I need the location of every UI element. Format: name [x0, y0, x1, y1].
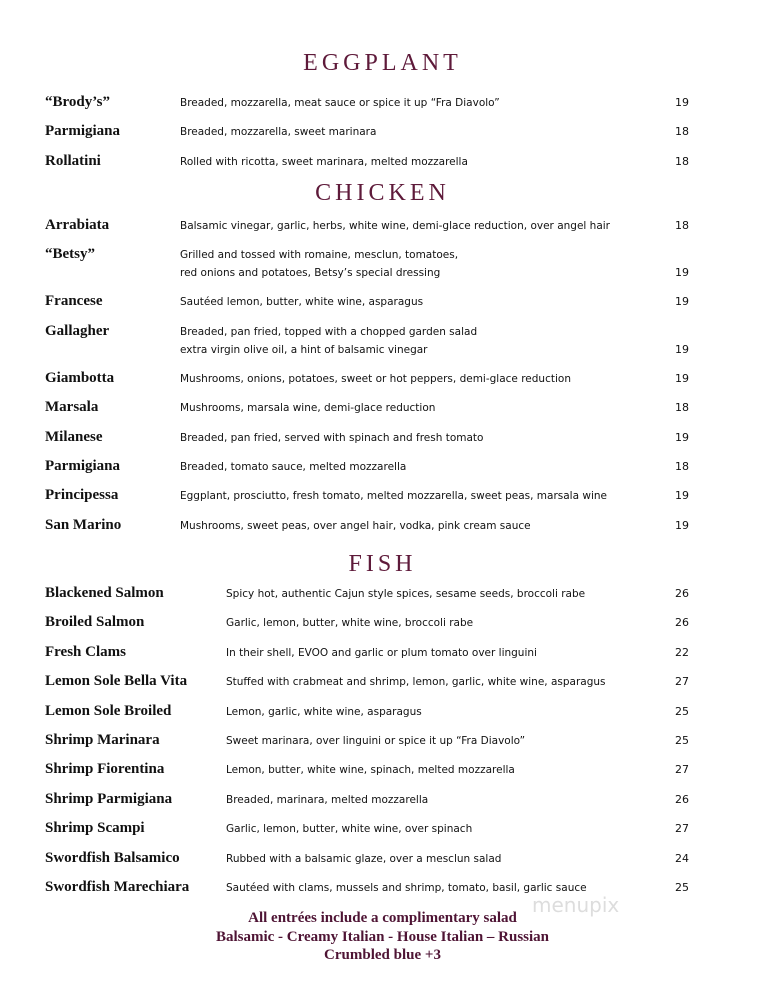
item-price: 25: [675, 704, 689, 718]
item-price: 19: [675, 96, 689, 109]
item-name: Shrimp Parmigiana: [45, 790, 173, 807]
item-description: [226, 791, 428, 809]
item-price: 24: [675, 851, 689, 865]
item-description-line: Garlic, lemon, butter, white wine, broccoli rabe: [226, 617, 474, 630]
item-description-line: Stuffed with crabmeat and shrimp, lemon, garlic, white wine, asparagus: [226, 676, 606, 689]
item-price: 27: [675, 822, 689, 836]
item-price: 18: [675, 401, 689, 415]
footer-line-3: Crumbled blue +3: [324, 947, 441, 963]
item-description-line: Eggplant, prosciutto, fresh tomato, melted mozzarella, sweet peas, marsala wine: [180, 490, 607, 503]
footer-note: [0, 909, 765, 965]
item-price: 19: [675, 342, 689, 356]
section-heading-chicken: CHICKEN: [315, 180, 450, 206]
item-name: Principessa: [45, 487, 119, 504]
item-description-line: Spicy hot, authentic Cajun style spices, sesame seeds, broccoli rabe: [226, 588, 586, 600]
item-price: 19: [675, 518, 689, 532]
menu-item: [0, 818, 765, 847]
item-description-line: Breaded, pan fried, served with spinach and fresh tomato: [180, 431, 484, 444]
menu-item: [0, 701, 765, 730]
item-price: 26: [675, 616, 689, 630]
fish-list: [0, 583, 765, 906]
item-name: Fresh Clams: [45, 643, 126, 660]
item-description: [226, 644, 537, 662]
item-description-line: Lemon, garlic, white wine, asparagus: [226, 705, 422, 718]
item-description: [180, 153, 468, 171]
menu-item: [0, 583, 765, 612]
item-name: Lemon Sole Bella Vita: [45, 673, 188, 690]
item-name: Shrimp Marinara: [45, 731, 160, 748]
item-name: Lemon Sole Broiled: [45, 702, 172, 719]
item-description: [180, 487, 607, 505]
item-description: [226, 820, 472, 838]
item-price: 18: [675, 219, 689, 232]
menu-item: [0, 121, 765, 150]
item-description: [180, 323, 477, 359]
item-name: Swordfish Marechiara: [45, 878, 190, 895]
item-description-line: Breaded, tomato sauce, melted mozzarella: [180, 460, 407, 473]
menu-item: [0, 92, 765, 121]
item-name: Rollatini: [45, 152, 101, 169]
menu-item: [0, 485, 765, 514]
item-description: [180, 293, 423, 311]
item-price: 19: [675, 371, 689, 385]
item-price: 18: [675, 459, 689, 473]
menu-item: [0, 612, 765, 641]
item-name: Milanese: [45, 428, 103, 445]
item-price: 26: [675, 792, 689, 806]
menu-item: [0, 215, 765, 244]
item-price: 22: [675, 645, 689, 659]
item-description-line: red onions and potatoes, Betsy’s special dressing: [180, 267, 441, 280]
item-description-line: Balsamic vinegar, garlic, herbs, white wine, demi-glace reduction, over angel hair: [180, 220, 610, 232]
item-name: Giambotta: [45, 369, 115, 386]
item-description: [180, 94, 500, 112]
menu-item: [0, 244, 765, 291]
chicken-list: [0, 215, 765, 544]
item-name: Gallagher: [45, 322, 110, 339]
item-description: [226, 614, 473, 632]
section-heading-eggplant: EGGPLANT: [303, 50, 462, 76]
item-description-line: extra virgin olive oil, a hint of balsamic vinegar: [180, 343, 428, 356]
item-description-line: Mushrooms, onions, potatoes, sweet or hot peppers, demi-glace reduction: [180, 372, 571, 385]
item-description: [226, 761, 515, 779]
item-description: [180, 429, 483, 447]
item-price: 27: [675, 763, 689, 777]
item-description-line: Sweet marinara, over linguini or spice it up “Fra Diavolo”: [226, 734, 526, 747]
item-name: “Brody’s”: [45, 94, 111, 110]
item-name: Broiled Salmon: [45, 614, 145, 631]
watermark-logo: menupix: [532, 893, 620, 917]
menu-item: [0, 789, 765, 818]
item-price: 19: [675, 489, 689, 503]
menu-item: [0, 456, 765, 485]
menu-item: [0, 427, 765, 456]
item-price: 27: [675, 675, 689, 689]
item-name: “Betsy”: [45, 246, 95, 263]
item-price: 19: [675, 295, 689, 309]
menu-item: [0, 397, 765, 426]
item-name: Shrimp Fiorentina: [45, 761, 165, 778]
eggplant-list: [0, 92, 765, 180]
item-description: [180, 517, 531, 535]
item-description: [226, 585, 585, 603]
menu-item: [0, 671, 765, 700]
item-description-line: Mushrooms, sweet peas, over angel hair, vodka, pink cream sauce: [180, 519, 531, 532]
menu-item: [0, 848, 765, 877]
item-name: Blackened Salmon: [45, 585, 164, 601]
item-description-line: Grilled and tossed with romaine, mesclun, tomatoes,: [180, 249, 459, 262]
item-description: [180, 370, 571, 388]
item-price: 25: [675, 733, 689, 747]
footer-line-2: Balsamic - Creamy Italian - House Italian – Russian: [215, 928, 550, 945]
item-description: [226, 850, 501, 868]
section-heading-fish: FISH: [348, 551, 417, 577]
item-price: 19: [675, 430, 689, 444]
item-name: Swordfish Balsamico: [45, 849, 180, 866]
item-description-line: Garlic, lemon, butter, white wine, over spinach: [226, 823, 473, 836]
item-name: Parmigiana: [45, 123, 120, 140]
item-price: 19: [675, 266, 689, 280]
item-name: San Marino: [45, 516, 122, 533]
item-description-line: In their shell, EVOO and garlic or plum tomato over linguini: [226, 646, 537, 659]
item-description-line: Sautéed with clams, mussels and shrimp, tomato, basil, garlic sauce: [226, 881, 587, 894]
item-description-line: Rolled with ricotta, sweet marinara, melted mozzarella: [180, 155, 468, 168]
item-name: Shrimp Scampi: [45, 820, 145, 837]
item-description: [226, 732, 525, 750]
menu-item: [0, 759, 765, 788]
menu-item: [0, 730, 765, 759]
item-description-line: Sautéed lemon, butter, white wine, asparagus: [180, 296, 424, 309]
item-name: Francese: [45, 293, 103, 310]
item-description: [180, 399, 435, 417]
item-description-line: Mushrooms, marsala wine, demi-glace reduction: [180, 402, 436, 415]
item-description: [180, 217, 610, 235]
item-description-line: Breaded, marinara, melted mozzarella: [226, 793, 429, 806]
item-price: 25: [675, 880, 689, 894]
menu-item: [0, 877, 765, 906]
item-description: [180, 246, 458, 282]
item-description: [180, 458, 406, 476]
item-name: Arrabiata: [45, 217, 110, 233]
item-description: [226, 673, 606, 691]
menu-item: [0, 642, 765, 671]
item-description: [226, 703, 422, 721]
item-price: 18: [675, 125, 689, 139]
item-name: Parmigiana: [45, 457, 120, 474]
item-name: Marsala: [45, 399, 99, 416]
menu-item: [0, 321, 765, 368]
item-description-line: Rubbed with a balsamic glaze, over a mesclun salad: [226, 852, 502, 865]
menu-item: [0, 291, 765, 320]
footer-line-1: All entrées include a complimentary salad: [248, 910, 517, 926]
item-price: 26: [675, 587, 689, 600]
item-description-line: Breaded, pan fried, topped with a chopped garden salad: [180, 325, 478, 338]
item-description-line: Lemon, butter, white wine, spinach, melted mozzarella: [226, 764, 515, 777]
item-description-line: Breaded, mozzarella, sweet marinara: [180, 126, 377, 139]
item-description-line: Breaded, mozzarella, meat sauce or spice it up “Fra Diavolo”: [180, 97, 500, 109]
menu-item: [0, 368, 765, 397]
item-description: [180, 123, 376, 141]
menu-item: [0, 515, 765, 544]
menu-item: [0, 151, 765, 180]
item-price: 18: [675, 154, 689, 168]
